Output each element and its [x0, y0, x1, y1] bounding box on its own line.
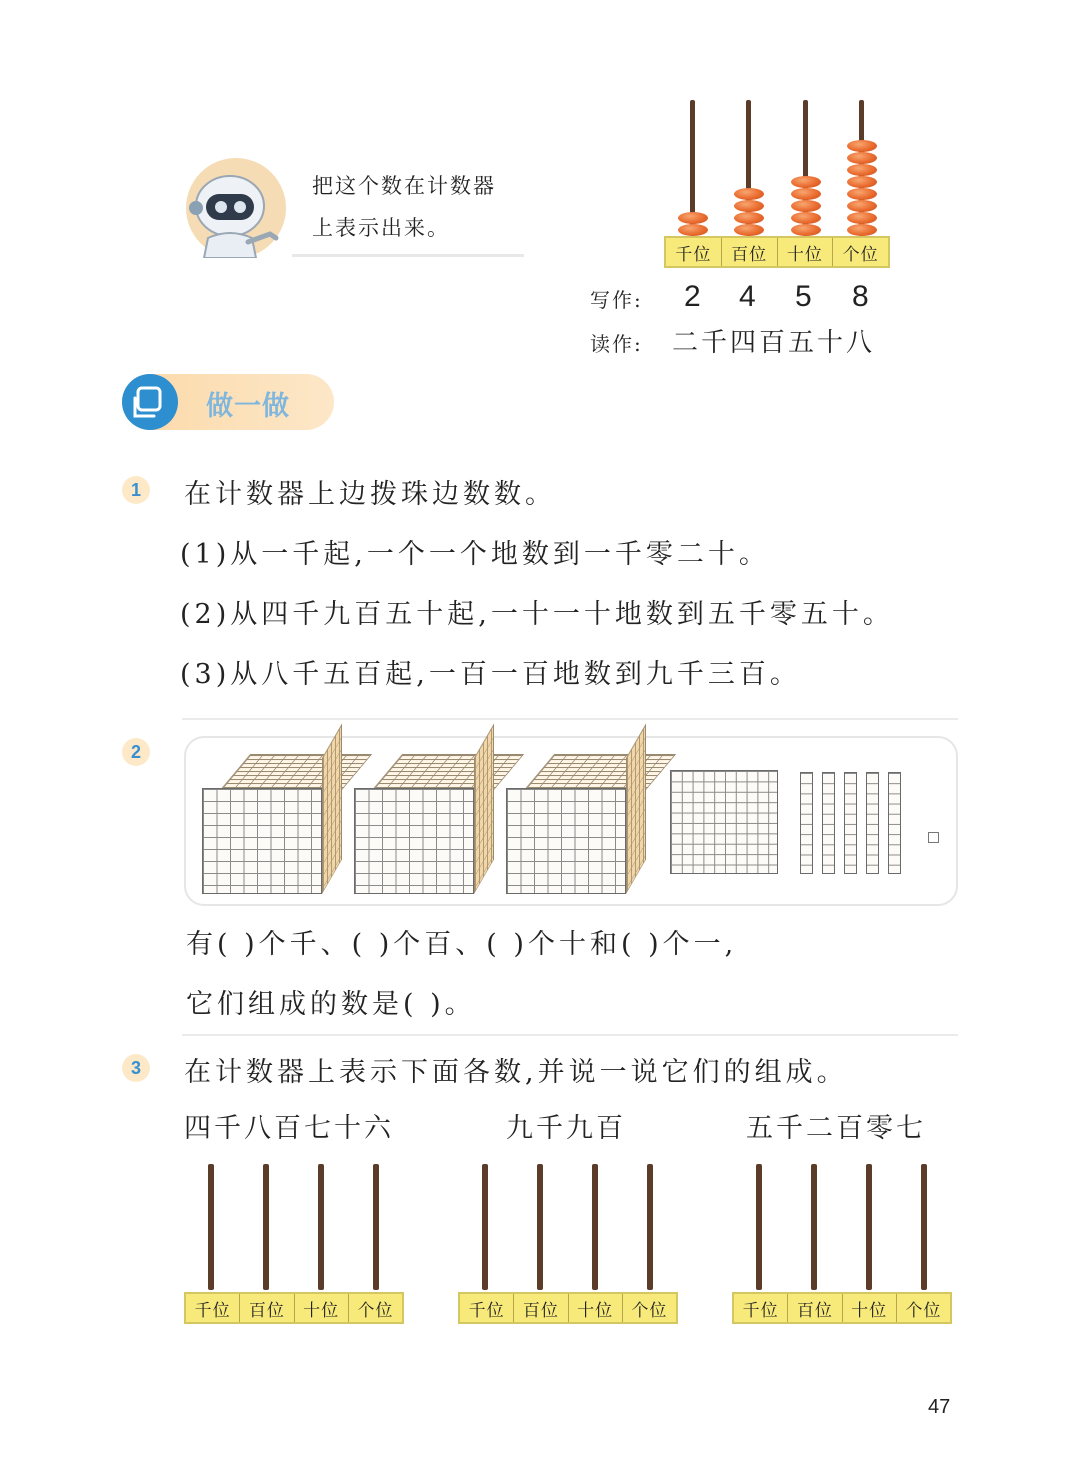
- exercise-3-text: 在计数器上表示下面各数,并说一说它们的组成。: [184, 1057, 848, 1088]
- bead: [791, 188, 821, 200]
- bead: [847, 140, 877, 152]
- read-text: 二千四百五十八: [672, 328, 876, 358]
- divider: [182, 718, 958, 720]
- place-thousands: 千位: [734, 1294, 788, 1322]
- thousand-cube: [354, 788, 474, 894]
- exercise-1-item-1: (1)从一千起,一个一个地数到一千零二十。: [180, 539, 770, 570]
- thousand-cube-top: [524, 754, 676, 790]
- ten-rod: [822, 772, 835, 874]
- bead: [678, 224, 708, 236]
- bead: [847, 164, 877, 176]
- place-ones: 个位: [631, 1300, 668, 1321]
- bead: [791, 212, 821, 224]
- bead: [791, 176, 821, 188]
- place-ones: 个位: [905, 1300, 942, 1321]
- place-value-bar: [664, 236, 890, 268]
- thousand-cube-top: [220, 754, 372, 790]
- exercise-2-line-2: 它们组成的数是( )。: [186, 989, 476, 1020]
- counter-rod: [866, 1164, 872, 1290]
- empty-counter-1: [184, 1164, 404, 1324]
- empty-counter-2: [458, 1164, 678, 1324]
- counter-rod: [647, 1164, 653, 1290]
- counter-rod: [373, 1164, 379, 1290]
- bead: [734, 188, 764, 200]
- write-label: 写作:: [590, 288, 643, 312]
- bead: [791, 224, 821, 236]
- ten-rod: [888, 772, 901, 874]
- place-hundreds: 百位: [514, 1294, 568, 1322]
- exercise-2-badge: 2: [122, 738, 150, 766]
- bead: [847, 212, 877, 224]
- section-title: 做一做: [206, 391, 290, 422]
- counter-rod: [811, 1164, 817, 1290]
- place-hundreds: 百位: [240, 1294, 294, 1322]
- exercise-1-text: 在计数器上边拨珠边数数。: [184, 479, 556, 510]
- exercise-3-number-1: 四千八百七十六: [184, 1113, 394, 1144]
- digit-thousands: 2: [684, 280, 701, 313]
- exercise-2-line-1: 有( )个千、( )个百、( )个十和( )个一,: [186, 929, 738, 960]
- place-value-bar: [732, 1292, 952, 1324]
- bead: [847, 176, 877, 188]
- bead: [734, 212, 764, 224]
- thousand-cube-side: [322, 723, 342, 894]
- speech-line-1: 把这个数在计数器: [312, 174, 496, 198]
- counter-rod: [921, 1164, 927, 1290]
- counter-rod: [318, 1164, 324, 1290]
- ten-rod: [800, 772, 813, 874]
- unit-cube: [928, 832, 939, 843]
- digit-ones: 8: [852, 280, 869, 313]
- counter-rod: [592, 1164, 598, 1290]
- bead: [791, 200, 821, 212]
- digit-hundreds: 4: [739, 280, 756, 313]
- exercise-3-number-3: 五千二百零七: [746, 1113, 926, 1144]
- place-value-bar: [458, 1292, 678, 1324]
- exercise-1-badge: 1: [122, 476, 150, 504]
- place-ones: 个位: [357, 1300, 394, 1321]
- practice-icon: [132, 384, 168, 420]
- bead: [734, 224, 764, 236]
- place-tens: 十位: [569, 1294, 623, 1322]
- thousand-cube: [506, 788, 626, 894]
- divider: [182, 1034, 958, 1036]
- hundred-flat: [670, 770, 778, 874]
- place-value-bar: [184, 1292, 404, 1324]
- bead: [678, 212, 708, 224]
- thousand-cube-side: [474, 723, 494, 894]
- digit-tens: 5: [795, 280, 812, 313]
- place-thousands: 千位: [666, 238, 722, 266]
- speech-line-2: 上表示出来。: [312, 216, 450, 240]
- place-thousands: 千位: [186, 1294, 240, 1322]
- exercise-3-badge: 3: [122, 1054, 150, 1082]
- ten-rod: [866, 772, 879, 874]
- empty-counter-3: [732, 1164, 952, 1324]
- place-tens: 十位: [295, 1294, 349, 1322]
- counter-rod: [756, 1164, 762, 1290]
- counter-rod: [208, 1164, 214, 1290]
- place-thousands: 千位: [460, 1294, 514, 1322]
- counter-rod: [537, 1164, 543, 1290]
- bead: [847, 200, 877, 212]
- bead: [847, 188, 877, 200]
- place-tens: 十位: [778, 238, 834, 266]
- bead: [847, 224, 877, 236]
- ten-rod: [844, 772, 857, 874]
- counter-rod: [482, 1164, 488, 1290]
- robot-icon: [186, 158, 286, 258]
- bead: [734, 200, 764, 212]
- exercise-3-number-2: 九千九百: [506, 1113, 626, 1144]
- read-label: 读作:: [590, 332, 643, 356]
- bead: [847, 152, 877, 164]
- exercise-1-item-2: (2)从四千九百五十起,一十一十地数到五千零五十。: [180, 599, 894, 630]
- thousand-cube-side: [626, 723, 646, 894]
- counter-rod: [263, 1164, 269, 1290]
- place-tens: 十位: [843, 1294, 897, 1322]
- place-hundreds: 百位: [788, 1294, 842, 1322]
- thousand-cube: [202, 788, 322, 894]
- example-counter: [664, 100, 890, 268]
- thousand-cube-top: [372, 754, 524, 790]
- speech-bubble: [292, 160, 524, 257]
- base-ten-blocks-panel: [184, 736, 958, 906]
- place-hundreds: 百位: [722, 238, 778, 266]
- place-ones: 个位: [842, 244, 879, 265]
- exercise-1-item-3: (3)从八千五百起,一百一百地数到九千三百。: [180, 659, 801, 690]
- page-number: 47: [928, 1396, 951, 1418]
